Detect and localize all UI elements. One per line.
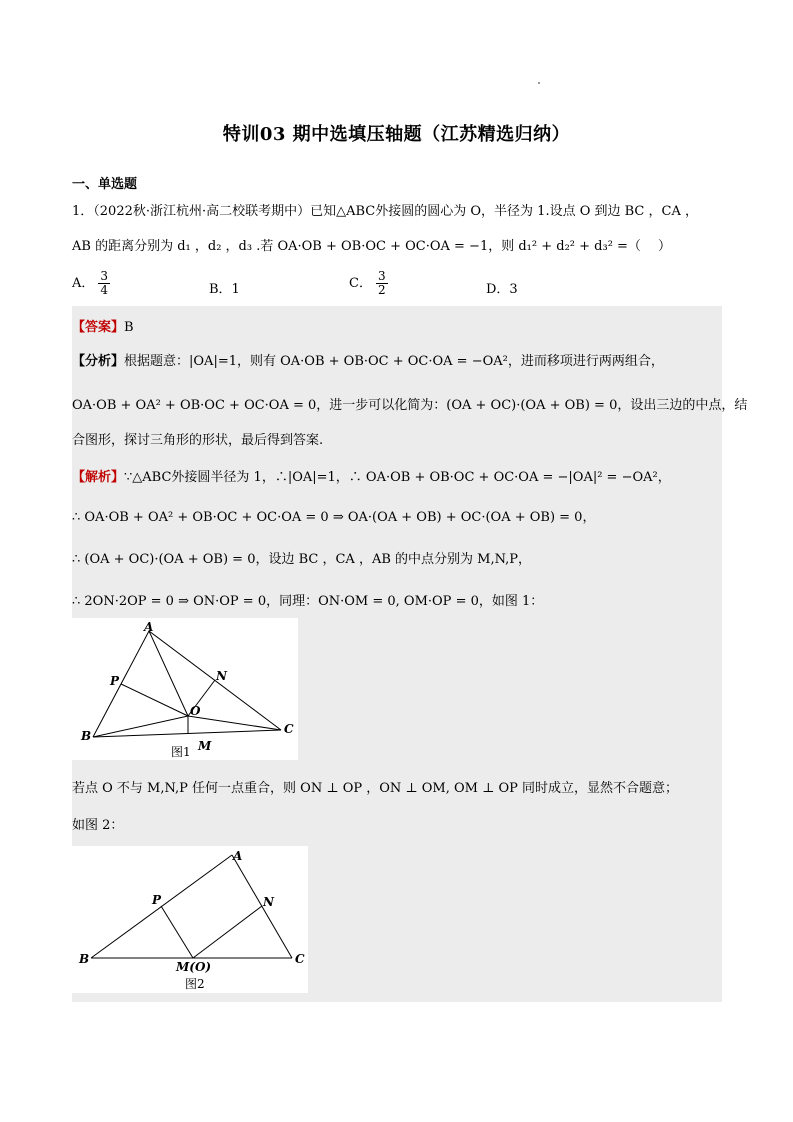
section-heading: 一、单选题	[72, 177, 138, 192]
solution-text-1: ∵△ABC外接圆半径为 1，∴|OA|=1，∴ OA·OB + OB·OC + OC·OA = −|OA|² = −OA²，	[124, 470, 671, 485]
option-d: D．3	[486, 282, 518, 297]
fig2-label-n: N	[263, 895, 274, 909]
option-a-fraction	[98, 270, 110, 297]
fig1-label-p: P	[110, 674, 120, 688]
solution-line-6: 如图 2：	[72, 818, 124, 833]
page-dot	[538, 82, 540, 84]
solution-line-4: ∴ 2ON·2OP = 0 ⇒ ON·OP = 0，同理：ON·OM = 0, OM·OP = 0，如图 1：	[72, 594, 544, 609]
analysis-line-1	[72, 350, 664, 369]
analysis-line-2: OA·OB + OA² + OB·OC + OC·OA = 0，进一步可以化简为：(OA + OC)·(OA + OB) = 0，设出三边的中点，结	[72, 398, 748, 413]
fig1-label-a: A	[144, 620, 154, 634]
fig1-label-n: N	[216, 669, 227, 683]
answer-line	[72, 316, 134, 335]
fig2-caption: 图2	[185, 977, 205, 991]
analysis-text-1: 根据题意：|OA|=1，则有 OA·OB + OB·OC + OC·OA = −OA²，进而移项进行两两组合，	[124, 354, 664, 369]
option-a-label: A．	[72, 276, 95, 291]
option-b: B．1	[209, 282, 240, 297]
option-c-denominator: 2	[377, 283, 386, 297]
fig2-label-b: B	[79, 952, 90, 966]
fig1-label-b: B	[81, 729, 92, 743]
figure-1	[72, 618, 298, 760]
option-a-denominator: 4	[100, 283, 109, 297]
figure-2	[72, 846, 308, 993]
figure-2-diagram	[72, 846, 308, 993]
analysis-tag: 【分析】	[72, 354, 125, 369]
question-line-2: AB 的距离分别为 d₁ ，d₂ ，d₃ .若 OA·OB + OB·OC + OC·OA = −1，则 d₁² + d₂² + d₃² =（ ）	[72, 239, 672, 254]
option-a	[72, 270, 110, 297]
option-c-numerator: 3	[377, 269, 386, 283]
solution-line-5: 若点 O 不与 M,N,P 任何一点重合，则 ON ⊥ OP ，ON ⊥ OM, OM ⊥ OP 同时成立，显然不合题意；	[72, 781, 678, 796]
option-c-fraction	[376, 270, 388, 297]
page-title: 特训03 期中选填压轴题（江苏精选归纳）	[222, 124, 571, 145]
solution-line-1	[72, 466, 671, 485]
fig1-caption: 图1	[171, 745, 191, 759]
fig2-label-c: C	[295, 952, 305, 966]
fig2-label-m: M(O)	[176, 960, 212, 974]
answer-tag: 【答案】	[72, 320, 125, 335]
option-c	[349, 270, 388, 297]
question-line-1: 1．（2022秋·浙江杭州·高二校联考期中）已知△ABC外接圆的圆心为 O，半径为 1.设点 O 到边 BC ，CA ，	[72, 204, 698, 219]
answer-text: B	[124, 320, 134, 335]
fig2-label-a: A	[233, 849, 243, 863]
solution-line-3: ∴ (OA + OC)·(OA + OB) = 0，设边 BC ，CA ，AB 的中点分别为 M,N,P，	[72, 552, 532, 567]
option-a-numerator: 3	[100, 269, 109, 283]
solution-line-2: ∴ OA·OB + OA² + OB·OC + OC·OA = 0 ⇒ OA·(OA + OB) + OC·(OA + OB) = 0，	[72, 510, 596, 525]
analysis-line-3: 合图形，探讨三角形的形状，最后得到答案.	[72, 433, 324, 448]
fig1-label-c: C	[284, 722, 294, 736]
fig1-label-m: M	[198, 739, 212, 753]
figure-1-diagram	[72, 618, 298, 760]
solution-tag: 【解析】	[72, 470, 125, 485]
fig1-label-o: O	[190, 704, 201, 718]
option-c-label: C．	[349, 276, 372, 291]
fig2-label-p: P	[152, 893, 162, 907]
answer-options	[72, 270, 632, 302]
